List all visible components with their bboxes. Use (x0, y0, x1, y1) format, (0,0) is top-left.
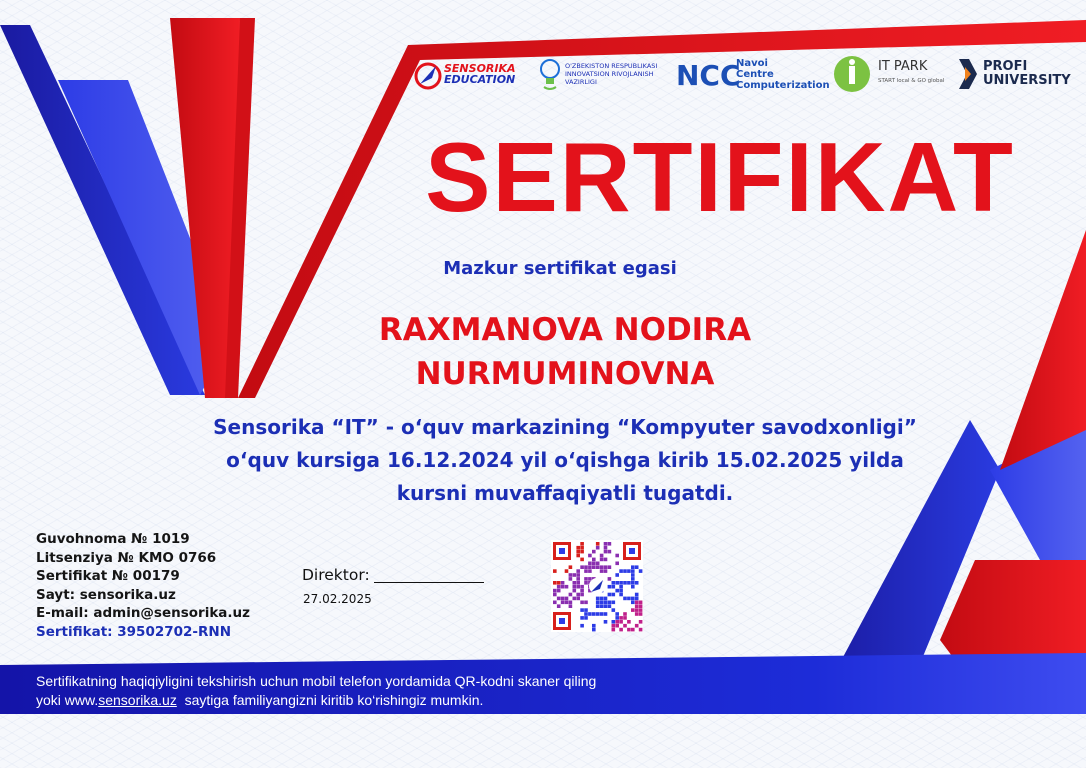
director-signature (302, 566, 484, 584)
qr-module (623, 581, 627, 585)
ncc-icon (674, 57, 741, 92)
lightbulb-icon (538, 57, 562, 91)
holder-name-line1: RAXMANOVA NODIRA (378, 312, 752, 348)
qr-module (619, 585, 623, 589)
qr-module (573, 581, 577, 585)
qr-module (553, 581, 557, 585)
qr-module (596, 542, 600, 546)
navoi-logo (674, 50, 832, 98)
qr-module (588, 569, 592, 573)
qr-module (631, 628, 635, 632)
qr-module (604, 546, 608, 550)
qr-module (580, 601, 584, 605)
qr-module (596, 565, 600, 569)
qr-module (615, 620, 619, 624)
qr-module (604, 542, 608, 546)
certificate-info (36, 530, 250, 641)
qr-module (623, 569, 627, 573)
qr-module (592, 612, 596, 616)
navoi-line3: Computerization (736, 79, 830, 91)
qr-module (580, 608, 584, 612)
qr-module (612, 581, 616, 585)
qr-module (639, 601, 643, 605)
course-description-line1: Sensorika “IT” - o‘quv markazining “Kompyuter savodxonligi” (213, 415, 917, 439)
qr-module (580, 558, 584, 562)
qr-module (635, 608, 639, 612)
qr-module (635, 624, 639, 628)
ministry-line1: O'ZBEKISTON RESPUBLIKASI (565, 62, 658, 70)
profi-line2: UNIVERSITY (983, 73, 1071, 88)
qr-module (588, 565, 592, 569)
qr-module (627, 581, 631, 585)
email: E-mail: admin@sensorika.uz (36, 605, 251, 621)
qr-module (561, 581, 565, 585)
qr-module (639, 569, 643, 573)
qr-module (615, 612, 619, 616)
qr-module (592, 550, 596, 554)
qr-module (576, 593, 580, 597)
qr-module (573, 573, 577, 577)
sensorika-logo-bottom: EDUCATION (444, 73, 516, 86)
qr-module (588, 612, 592, 616)
ministry-line2: INNOVATSION RIVOJLANISH (565, 70, 654, 78)
qr-module (627, 597, 631, 601)
qr-module (604, 565, 608, 569)
qr-module (580, 542, 584, 546)
qr-finder-bottom-left (553, 612, 571, 630)
navoi-line2: Centre (736, 68, 774, 80)
qr-module (608, 550, 612, 554)
qr-module (639, 612, 643, 616)
signature-line (374, 582, 484, 583)
qr-module (600, 558, 604, 562)
qr-module (588, 562, 592, 566)
qr-module (639, 604, 643, 608)
qr-module (584, 612, 588, 616)
qr-module (584, 581, 588, 585)
qr-module (608, 542, 612, 546)
sertifikat-number: Sertifikat № 00179 (36, 568, 180, 584)
qr-module (619, 628, 623, 632)
qr-module (584, 569, 588, 573)
qr-module (580, 565, 584, 569)
course-description-line2: o‘quv kursiga 16.12.2024 yil o‘qishga kirib 15.02.2025 yilda (226, 448, 904, 472)
qr-module (635, 593, 639, 597)
qr-module (580, 624, 584, 628)
footer-line1: Sertifikatning haqiqiyligini tekshirish uchun mobil telefon yordamida QR-kodni skaner qiling (36, 673, 597, 689)
qr-module (608, 593, 612, 597)
qr-module (615, 573, 619, 577)
qr-module (608, 577, 612, 581)
qr-module (639, 620, 643, 624)
qr-module (619, 589, 623, 593)
qr-module (596, 604, 600, 608)
itpark-tagline: START local & GO global (878, 78, 945, 84)
profi-university-logo (957, 50, 1082, 98)
qr-module (612, 608, 616, 612)
qr-module (639, 608, 643, 612)
qr-module (573, 589, 577, 593)
qr-module (596, 562, 600, 566)
profi-emblem-icon (957, 57, 979, 91)
course-description-line3: kursni muvaffaqiyatli tugatdi. (396, 481, 734, 505)
qr-module (635, 565, 639, 569)
footer-line2 (36, 691, 756, 710)
qr-module (604, 601, 608, 605)
qr-module (576, 550, 580, 554)
qr-module (553, 589, 557, 593)
qr-module (553, 601, 557, 605)
website: Sayt: sensorika.uz (36, 586, 176, 603)
website-link[interactable]: sensorika.uz (98, 692, 177, 708)
sensorika-logo (414, 50, 532, 98)
qr-module (596, 612, 600, 616)
qr-module (619, 620, 623, 624)
qr-module (600, 612, 604, 616)
qr-module (592, 565, 596, 569)
qr-module (592, 624, 596, 628)
qr-module (623, 616, 627, 620)
qr-module (619, 616, 623, 620)
qr-module (631, 565, 635, 569)
ministry-line3: VAZIRLIGI (565, 78, 597, 86)
qr-module (631, 573, 635, 577)
qr-module (635, 604, 639, 608)
qr-module (631, 585, 635, 589)
itpark-logo (832, 50, 957, 98)
qr-module (584, 565, 588, 569)
qr-module (604, 604, 608, 608)
qr-module (612, 585, 616, 589)
qr-module (596, 601, 600, 605)
qr-module (557, 604, 561, 608)
qr-module (573, 597, 577, 601)
qr-module (592, 628, 596, 632)
qr-module (615, 554, 619, 558)
holder-name (300, 308, 830, 396)
qr-module (627, 628, 631, 632)
qr-module (623, 624, 627, 628)
certificate-id: Sertifikat: 39502702-RNN (36, 623, 232, 640)
qr-module (635, 597, 639, 601)
qr-module (608, 565, 612, 569)
qr-module (576, 569, 580, 573)
qr-module (584, 577, 588, 581)
qr-module (557, 589, 561, 593)
qr-module (557, 581, 561, 585)
qr-finder-top-left (553, 542, 571, 560)
qr-module (576, 581, 580, 585)
qr-module (561, 601, 565, 605)
qr-module (569, 601, 573, 605)
qr-finder-top-right (623, 542, 641, 560)
qr-module (615, 624, 619, 628)
qr-module (584, 608, 588, 612)
qr-module (604, 569, 608, 573)
qr-module (631, 597, 635, 601)
qr-module (569, 577, 573, 581)
qr-module (631, 577, 635, 581)
qr-module (588, 554, 592, 558)
qr-module (631, 601, 635, 605)
footer-line2-prefix: yoki www. (36, 692, 99, 708)
qr-module (619, 593, 623, 597)
qr-module (584, 616, 588, 620)
qr-module (612, 628, 616, 632)
qr-module (561, 585, 565, 589)
qr-module (623, 597, 627, 601)
qr-module (580, 616, 584, 620)
certificate-subtitle: Mazkur sertifikat egasi (443, 258, 677, 279)
qr-module (576, 546, 580, 550)
qr-module (592, 562, 596, 566)
partner-logos (412, 50, 1082, 100)
qr-module (608, 585, 612, 589)
qr-module (576, 573, 580, 577)
qr-module (588, 577, 592, 581)
certificate-title: SERTIFIKAT (425, 122, 1015, 232)
qr-module (584, 601, 588, 605)
qr-module (569, 604, 573, 608)
footer-line2-suffix: saytiga familiyangizni kiritib ko‘rishingiz mumkin. (176, 692, 484, 708)
qr-module (608, 601, 612, 605)
qr-module (639, 628, 643, 632)
profi-line1: PROFI (983, 59, 1028, 74)
itpark-title: IT PARK (878, 59, 928, 74)
qr-module (615, 562, 619, 566)
qr-module (600, 601, 604, 605)
qr-module (615, 589, 619, 593)
qr-module (631, 581, 635, 585)
qr-module (561, 597, 565, 601)
qr-module (553, 569, 557, 573)
qr-module (565, 569, 569, 573)
qr-module (592, 558, 596, 562)
qr-module (623, 612, 627, 616)
qr-module (619, 569, 623, 573)
qr-module (612, 593, 616, 597)
qr-module (569, 593, 573, 597)
qr-module (627, 620, 631, 624)
qr-module (600, 554, 604, 558)
qr-module (627, 569, 631, 573)
qr-module (615, 581, 619, 585)
qr-module (635, 581, 639, 585)
qr-module (569, 573, 573, 577)
qr-module (565, 597, 569, 601)
svg-text:NCC: NCC (676, 59, 741, 92)
qr-module (565, 601, 569, 605)
qr-module (615, 616, 619, 620)
qr-module (600, 565, 604, 569)
qr-code[interactable] (551, 540, 643, 632)
course-description (90, 411, 1040, 510)
qr-module (557, 597, 561, 601)
qr-module (604, 550, 608, 554)
qr-module (604, 558, 608, 562)
guvohnoma-number: Guvohnoma № 1019 (36, 531, 190, 547)
qr-module (600, 569, 604, 573)
qr-module (553, 593, 557, 597)
litsenziya-number: Litsenziya № KMO 0766 (36, 549, 217, 566)
itpark-emblem-icon (832, 54, 872, 94)
qr-module (608, 604, 612, 608)
qr-module (635, 612, 639, 616)
qr-module (557, 585, 561, 589)
rocket-icon (414, 58, 442, 90)
qr-module (580, 589, 584, 593)
qr-module (612, 620, 616, 624)
qr-module (631, 608, 635, 612)
qr-center-logo (589, 578, 605, 594)
qr-module (600, 597, 604, 601)
qr-module (604, 620, 608, 624)
navoi-line1: Navoi (736, 57, 768, 69)
qr-module (576, 577, 580, 581)
qr-module (635, 601, 639, 605)
qr-module (619, 581, 623, 585)
director-label: Direktor: (302, 566, 370, 584)
qr-module (576, 554, 580, 558)
qr-module (580, 546, 584, 550)
holder-name-line2: NURMUMINOVNA (415, 356, 715, 392)
qr-module (600, 604, 604, 608)
qr-module (596, 597, 600, 601)
qr-module (631, 569, 635, 573)
qr-module (596, 546, 600, 550)
qr-module (612, 601, 616, 605)
qr-module (604, 612, 608, 616)
qr-module (580, 593, 584, 597)
footer-notice (36, 672, 756, 710)
qr-module (580, 585, 584, 589)
ministry-logo (538, 50, 674, 98)
qr-module (604, 597, 608, 601)
qr-module (573, 585, 577, 589)
sensorika-logo-top: SENSORIKA (444, 62, 516, 75)
qr-module (576, 585, 580, 589)
qr-module (612, 624, 616, 628)
qr-module (576, 597, 580, 601)
qr-module (565, 585, 569, 589)
qr-module (569, 565, 573, 569)
issue-date: 27.02.2025 (303, 592, 372, 606)
qr-module (580, 550, 584, 554)
